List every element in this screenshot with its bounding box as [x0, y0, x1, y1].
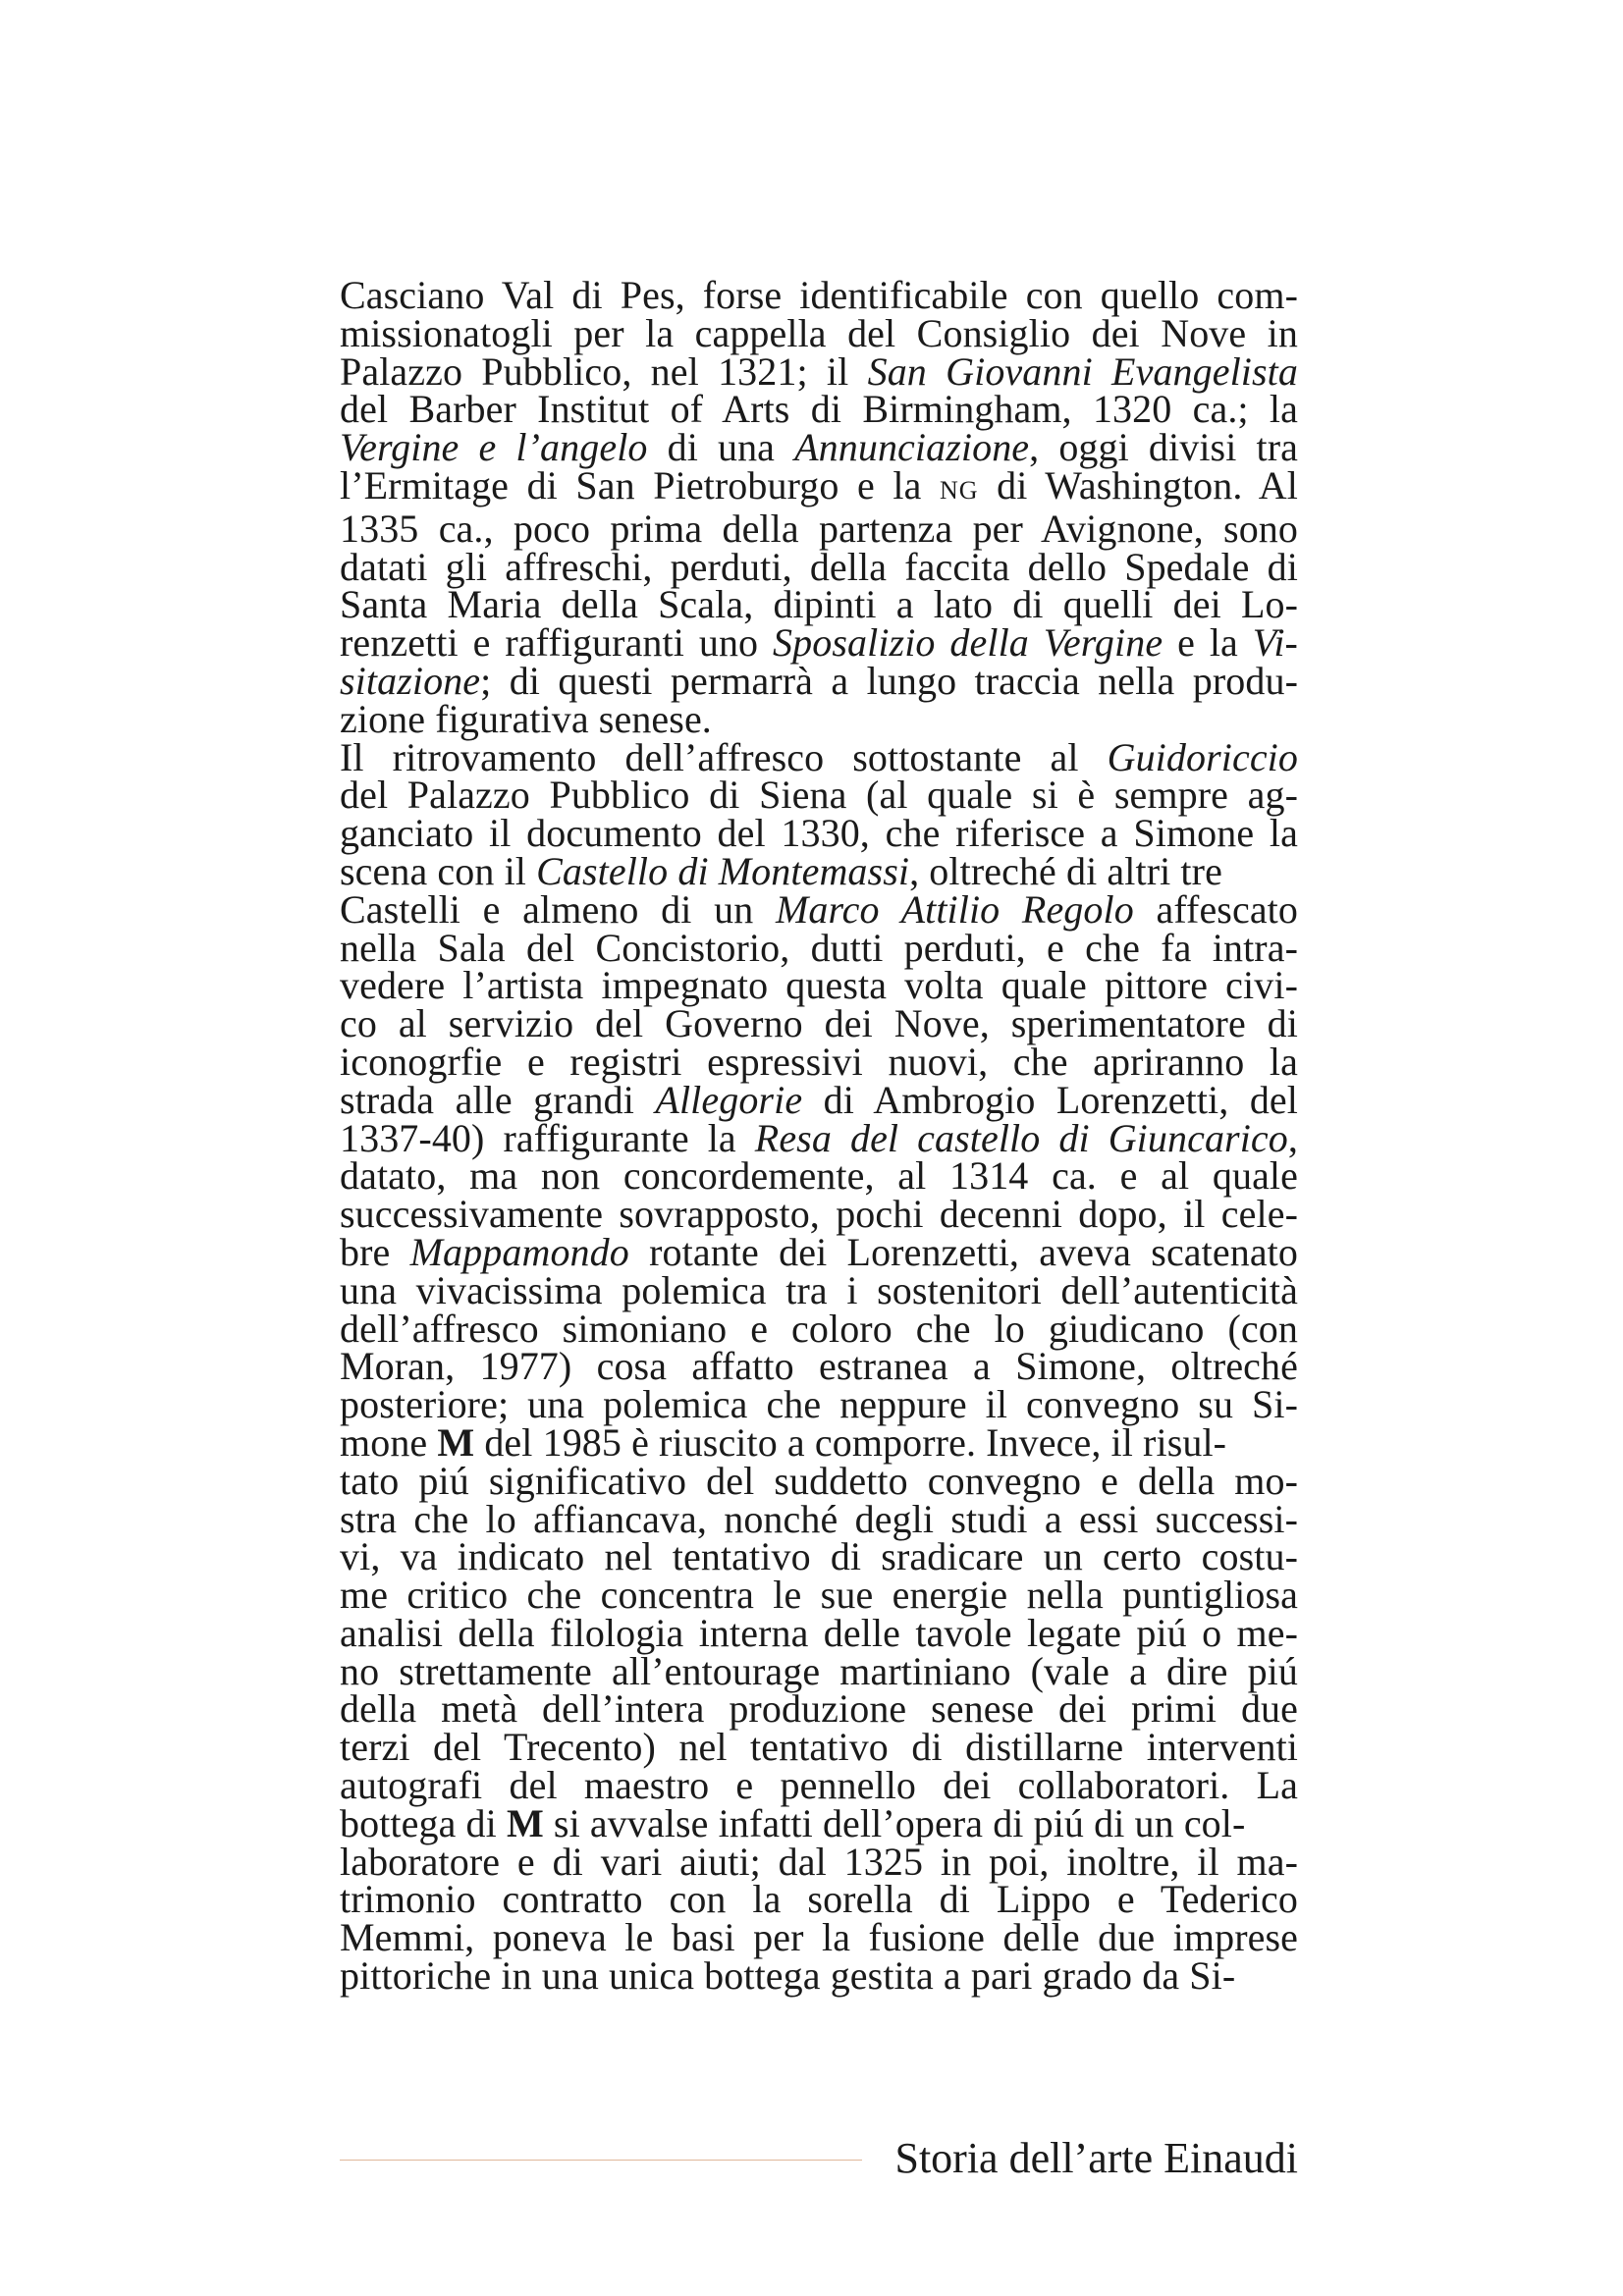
text-line	[340, 1115, 1298, 1160]
text-run: tato piú significativo del suddetto convegno e della mo-	[340, 1458, 1298, 1503]
text-run: bre	[340, 1229, 410, 1274]
text-line	[340, 1877, 1298, 1922]
text-run: rotante dei Lorenzetti, aveva scatenato	[628, 1229, 1298, 1274]
text-line	[340, 925, 1298, 970]
italic-title: San Giovanni Evangelista	[867, 348, 1298, 394]
bold-abbrev: M	[506, 1800, 544, 1845]
text-run: renzetti e raffiguranti uno	[340, 620, 774, 666]
text-run: Casciano Val di Pes, forse identificabile con quello com-	[340, 273, 1298, 317]
smallcaps-abbrev: NG	[940, 475, 979, 505]
text-run: del Barber Institut of Arts di Birmingham, 1320 ca.; la	[340, 387, 1298, 432]
italic-title: Castello di Montemassi	[536, 848, 910, 893]
text-line	[340, 1229, 1298, 1274]
text-line	[340, 1039, 1298, 1084]
text-run: Castelli e almeno di un	[340, 886, 776, 932]
text-line	[340, 462, 1298, 510]
text-run: laboratore e di vari aiuti; dal 1325 in poi, inoltre, il ma-	[340, 1839, 1298, 1884]
text-line	[340, 1839, 1298, 1884]
text-line	[340, 387, 1298, 432]
italic-title: Allegorie	[655, 1077, 803, 1122]
italic-title: Guidoriccio	[1107, 734, 1298, 779]
body-text	[340, 273, 1298, 1999]
text-line	[340, 1800, 1298, 1845]
text-run: di una	[647, 425, 795, 470]
text-run: strada alle grandi	[340, 1077, 656, 1122]
text-line	[340, 734, 1298, 779]
text-line	[340, 425, 1298, 470]
text-run: 1335 ca., poco prima della partenza per Avignone, sono	[340, 506, 1298, 551]
italic-title: Sposalizio della Vergine	[773, 620, 1163, 666]
text-line	[340, 1267, 1298, 1312]
text-line	[340, 886, 1298, 932]
text-run: , oggi divisi tra	[1029, 425, 1298, 470]
text-run: Moran, 1977) cosa affatto estranea a Simone, oltreché	[340, 1344, 1298, 1389]
text-run: me critico che concentra le sue energie nella puntigliosa	[340, 1573, 1298, 1618]
text-run: trimonio contratto con la sorella di Lippo e Tederico	[340, 1877, 1298, 1922]
text-run: si avvalse infatti dell’opera di piú di un col-	[543, 1800, 1246, 1845]
text-run: 1337-40) raffigurante la	[340, 1115, 755, 1160]
italic-title: Resa del castello di Giuncarico	[754, 1115, 1288, 1160]
text-run: Santa Maria della Scala, dipinti a lato di quelli dei Lo-	[340, 582, 1298, 627]
text-run: di Ambrogio Lorenzetti, del	[802, 1077, 1298, 1122]
text-run: successivamente sovrapposto, pochi decenni dopo, il cele-	[340, 1192, 1298, 1237]
text-line	[340, 1610, 1298, 1655]
text-run: una vivacissima polemica tra i sostenitori dell’autenticità	[340, 1267, 1298, 1312]
text-run: dell’affresco simoniano e coloro che lo giudicano (con	[340, 1306, 1298, 1351]
text-line	[340, 811, 1298, 856]
text-run: datato, ma non concordemente, al 1314 ca. e al quale	[340, 1153, 1298, 1199]
text-run: pittoriche in una unica bottega gestita a pari grado da Si-	[340, 1953, 1236, 1999]
text-run: ganciato il documento del 1330, che riferisce a Simone la	[340, 811, 1298, 856]
text-line	[340, 1686, 1298, 1732]
text-line	[340, 348, 1298, 394]
text-line	[340, 1953, 1298, 1999]
text-line	[340, 1306, 1298, 1351]
text-run: no strettamente all’entourage martiniano (vale a dire piú	[340, 1648, 1298, 1693]
text-run: missionatogli per la cappella del Consiglio dei Nove in	[340, 310, 1298, 355]
text-line	[340, 1001, 1298, 1046]
text-run: del 1985 è riuscito a comporre. Invece, il risul-	[474, 1419, 1227, 1465]
italic-title: Mappamondo	[409, 1229, 629, 1274]
text-line	[340, 1725, 1298, 1770]
text-run: scena con il	[340, 848, 537, 893]
text-run: vi, va indicato nel tentativo di sradicare un certo costu-	[340, 1534, 1298, 1579]
text-run: autografi del maestro e pennello dei collaboratori. La	[340, 1763, 1298, 1808]
text-run: di Washington. Al	[978, 462, 1298, 507]
text-line	[340, 1573, 1298, 1618]
text-line	[340, 1077, 1298, 1122]
bold-abbrev: M	[437, 1419, 475, 1465]
text-line	[340, 1419, 1298, 1465]
text-line	[340, 544, 1298, 589]
footer-rule	[340, 2160, 862, 2161]
text-run: bottega di	[340, 1800, 507, 1845]
text-line	[340, 1344, 1298, 1389]
text-run: Il ritrovamento dell’affresco sottostante al	[340, 734, 1108, 779]
text-run: l’Ermitage di San Pietroburgo e la	[340, 462, 941, 507]
text-line	[340, 310, 1298, 355]
text-run: posteriore; una polemica che neppure il convegno su Si-	[340, 1382, 1298, 1427]
text-run: ; di questi permarrà a lungo traccia nella produ-	[480, 658, 1298, 703]
text-run: Palazzo Pubblico, nel 1321; il	[340, 348, 868, 394]
text-line	[340, 1534, 1298, 1579]
text-run: affescato	[1133, 886, 1298, 932]
text-line	[340, 848, 1298, 893]
text-run: datati gli affreschi, perduti, della faccita dello Spedale di	[340, 544, 1298, 589]
text-line	[340, 1496, 1298, 1541]
text-line	[340, 620, 1298, 666]
text-run: analisi della filologia interna delle tavole legate piú o me-	[340, 1610, 1298, 1655]
text-line	[340, 1458, 1298, 1503]
text-run: della metà dell’intera produzione senese dei primi due	[340, 1686, 1298, 1732]
text-run: mone	[340, 1419, 438, 1465]
text-run: iconogrfie e registri espressivi nuovi, che apriranno la	[340, 1039, 1298, 1084]
text-line	[340, 1382, 1298, 1427]
italic-title: sitazione	[340, 658, 481, 703]
text-run: , oltreché di altri tre	[909, 848, 1222, 893]
text-line	[340, 696, 1298, 741]
text-run: nella Sala del Concistorio, dutti perduti, e che fa intra-	[340, 925, 1298, 970]
italic-title: Vi-	[1252, 620, 1298, 666]
text-run: Memmi, poneva le basi per la fusione delle due imprese	[340, 1915, 1298, 1960]
text-line	[340, 1763, 1298, 1808]
text-run: terzi del Trecento) nel tentativo di distillarne interventi	[340, 1725, 1298, 1770]
text-line	[340, 773, 1298, 818]
footer-title: Storia dell’arte Einaudi	[894, 2134, 1298, 2182]
text-line	[340, 582, 1298, 627]
italic-title: Vergine e l’angelo	[340, 425, 648, 470]
text-run: del Palazzo Pubblico di Siena (al quale si è sempre ag-	[340, 773, 1298, 818]
text-line	[340, 963, 1298, 1008]
text-run: vedere l’artista impegnato questa volta quale pittore civi-	[340, 963, 1298, 1008]
text-line	[340, 658, 1298, 703]
text-run: stra che lo affiancava, nonché degli studi a essi successi-	[340, 1496, 1298, 1541]
text-line	[340, 1153, 1298, 1199]
text-run: co al servizio del Governo dei Nove, sperimentatore di	[340, 1001, 1298, 1046]
italic-title: Annunciazione	[794, 425, 1030, 470]
text-line	[340, 273, 1298, 317]
text-run: ,	[1287, 1115, 1298, 1160]
text-line	[340, 1915, 1298, 1960]
text-line	[340, 1192, 1298, 1237]
text-line	[340, 506, 1298, 551]
text-line	[340, 1648, 1298, 1693]
italic-title: Marco Attilio Regolo	[775, 886, 1134, 932]
text-run: zione figurativa senese.	[340, 696, 712, 741]
text-run: e la	[1163, 620, 1253, 666]
